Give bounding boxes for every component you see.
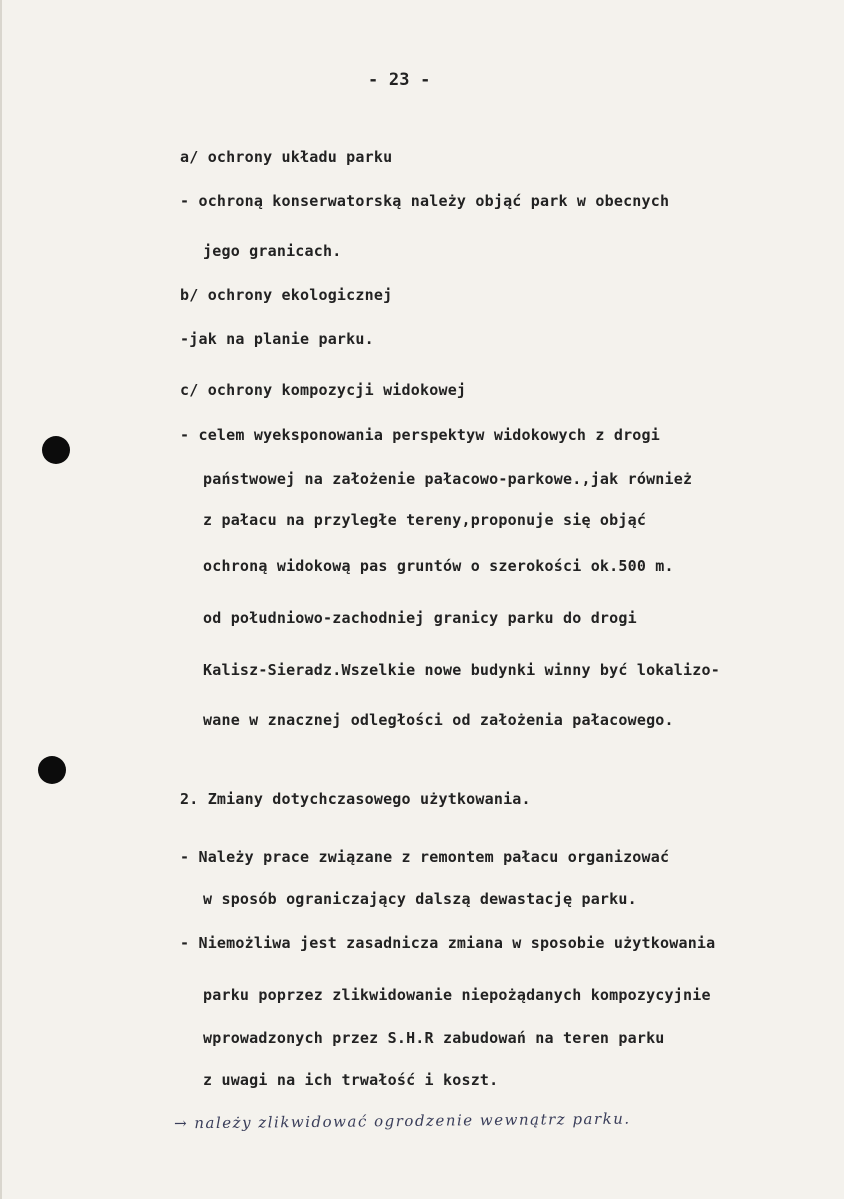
text-line: ochroną widokową pas gruntów o szerokości ok.500 m.: [203, 557, 674, 575]
section-heading-2: 2. Zmiany dotychczasowego użytkowania.: [180, 790, 531, 808]
text-line: od południowo-zachodniej granicy parku do drogi: [203, 609, 637, 627]
text-line: wprowadzonych przez S.H.R zabudowań na teren parku: [203, 1029, 665, 1047]
text-line: - celem wyeksponowania perspektyw widokowych z drogi: [180, 426, 660, 444]
text-line: - Należy prace związane z remontem pałacu organizować: [180, 848, 670, 866]
text-line: z pałacu na przyległe tereny,proponuje się objąć: [203, 511, 647, 529]
text-line: - Niemożliwa jest zasadnicza zmiana w sposobie użytkowania: [180, 934, 716, 952]
text-line: państwowej na założenie pałacowo-parkowe.,jak również: [203, 470, 693, 488]
text-line: z uwagi na ich trwałość i koszt.: [203, 1071, 499, 1089]
text-line: - ochroną konserwatorską należy objąć park w obecnych: [180, 192, 670, 210]
page-number: - 23 -: [368, 70, 431, 90]
text-line: wane w znacznej odległości od założenia pałacowego.: [203, 711, 674, 729]
text-line: parku poprzez zlikwidowanie niepożądanych kompozycyjnie: [203, 986, 711, 1004]
text-line: -jak na planie parku.: [180, 330, 374, 348]
punch-hole: [38, 756, 66, 784]
text-line-a-heading: a/ ochrony układu parku: [180, 148, 393, 166]
text-line-c-heading: c/ ochrony kompozycji widokowej: [180, 381, 467, 399]
handwritten-note: → należy zlikwidować ogrodzenie wewnątrz parku.: [173, 1109, 631, 1133]
text-line: Kalisz-Sieradz.Wszelkie nowe budynki winny być lokalizo-: [203, 661, 720, 679]
text-line: jego granicach.: [203, 242, 342, 260]
text-line: w sposób ograniczający dalszą dewastację parku.: [203, 890, 637, 908]
text-line-b-heading: b/ ochrony ekologicznej: [180, 286, 393, 304]
punch-hole: [42, 436, 70, 464]
